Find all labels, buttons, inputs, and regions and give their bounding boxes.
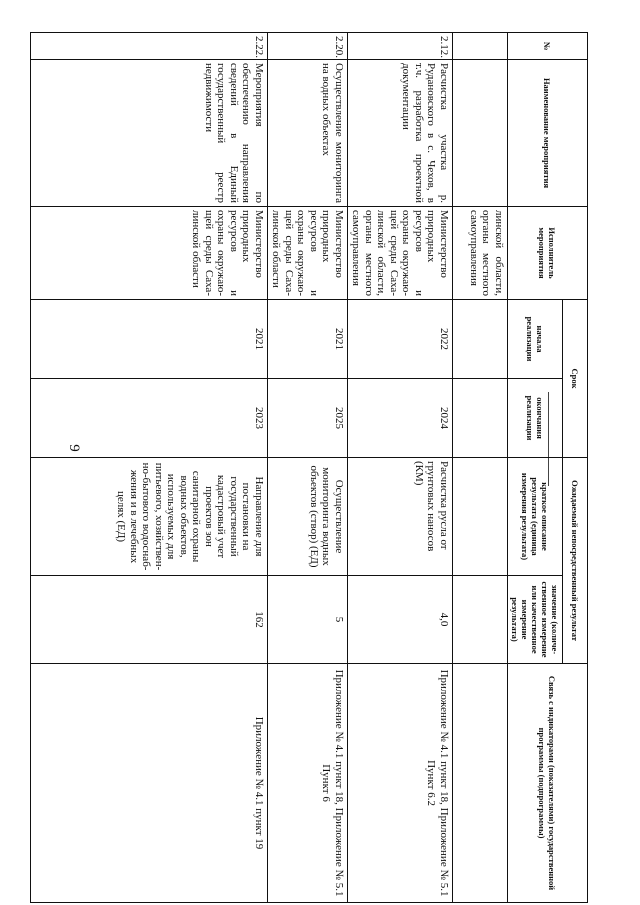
cell-brief: Направление для постановки на государственный кадастровый учет проектов зон санитарной охраны водных объектов, используемых для питьевого, хозяйственно-бытового водоснабжения и в лечебных целях (ЕД) [31, 458, 268, 576]
cell-name: Расчистка участка р. Рудановского в с. Чехов, в т.ч. разработка проектной документации [348, 60, 453, 207]
rotated-table-page [52, 32, 588, 902]
cell-executor: линской области, органы местного самоуправления [453, 207, 508, 300]
cell-no: 2.12. [348, 33, 453, 60]
cell-value [453, 576, 508, 664]
cell-link: Приложение № 4.1 пункт 19 [31, 664, 268, 903]
table-row [348, 33, 453, 903]
header-link: Связь с индикаторами (показателями) государственной программы (подпрограммы) [508, 664, 588, 903]
cell-value: 4,0 [348, 576, 453, 664]
cell-start: 2022 [348, 300, 453, 379]
cell-end: 2023 [31, 379, 268, 458]
header-end: окончания реализации [508, 379, 563, 458]
header-value: значение (количественное измерение или качественное измерение результата) [508, 576, 563, 664]
cell-end: 2024 [348, 379, 453, 458]
cell-name: Осуществление мониторинга на водных объектах [268, 60, 348, 207]
header-brief: краткое описание результата (единица измерения результата) [508, 458, 563, 576]
cell-value: 5 [268, 576, 348, 664]
cell-end: 2025 [268, 379, 348, 458]
table-row [268, 33, 348, 903]
cell-name: Мероприятия по обеспечению направления сведений в Единый государственный реестр недвижимости [31, 60, 268, 207]
cell-link [453, 664, 508, 903]
cell-brief [453, 458, 508, 576]
table-row [31, 33, 268, 903]
table-row [453, 33, 508, 903]
cell-start: 2021 [268, 300, 348, 379]
cell-executor: Министерство природных ресурсов и охраны окружающей среды Сахалинской области [31, 207, 268, 300]
cell-link: Приложение № 4.1 пункт 18, Приложение № 5.1 Пункт 6.2 [348, 664, 453, 903]
cell-value: 162 [31, 576, 268, 664]
cell-brief: Осуществление мониторинга водных объектов (створ) (ЕД) [268, 458, 348, 576]
cell-executor: Министерство природных ресурсов и охраны окружающей среды Сахалинской области, органы местного самоуправления [348, 207, 453, 300]
header-term: Срок [563, 300, 588, 458]
header-executor: Исполнитель мероприятия [508, 207, 588, 300]
cell-no [453, 33, 508, 60]
header-expected: Ожидаемый непосредственный результат [563, 458, 588, 664]
header-name: Наименование мероприятия [508, 60, 588, 207]
cell-start [453, 300, 508, 379]
measures-table [30, 32, 588, 903]
cell-link: Приложение № 4.1 пункт 18, Приложение № 5.1 Пункт 6 [268, 664, 348, 903]
cell-executor: Министерство природных ресурсов и охраны окружающей среды Сахалинской области [268, 207, 348, 300]
page-number: 9 [66, 444, 82, 452]
cell-no: 2.20. [268, 33, 348, 60]
cell-start: 2021 [31, 300, 268, 379]
header-start: начала реализации [508, 300, 563, 379]
cell-name [453, 60, 508, 207]
header-no: № [508, 33, 588, 60]
cell-end [453, 379, 508, 458]
cell-no: 2.22. [31, 33, 268, 60]
cell-brief: Расчистка русла от грунтовых наносов (КМ) [348, 458, 453, 576]
